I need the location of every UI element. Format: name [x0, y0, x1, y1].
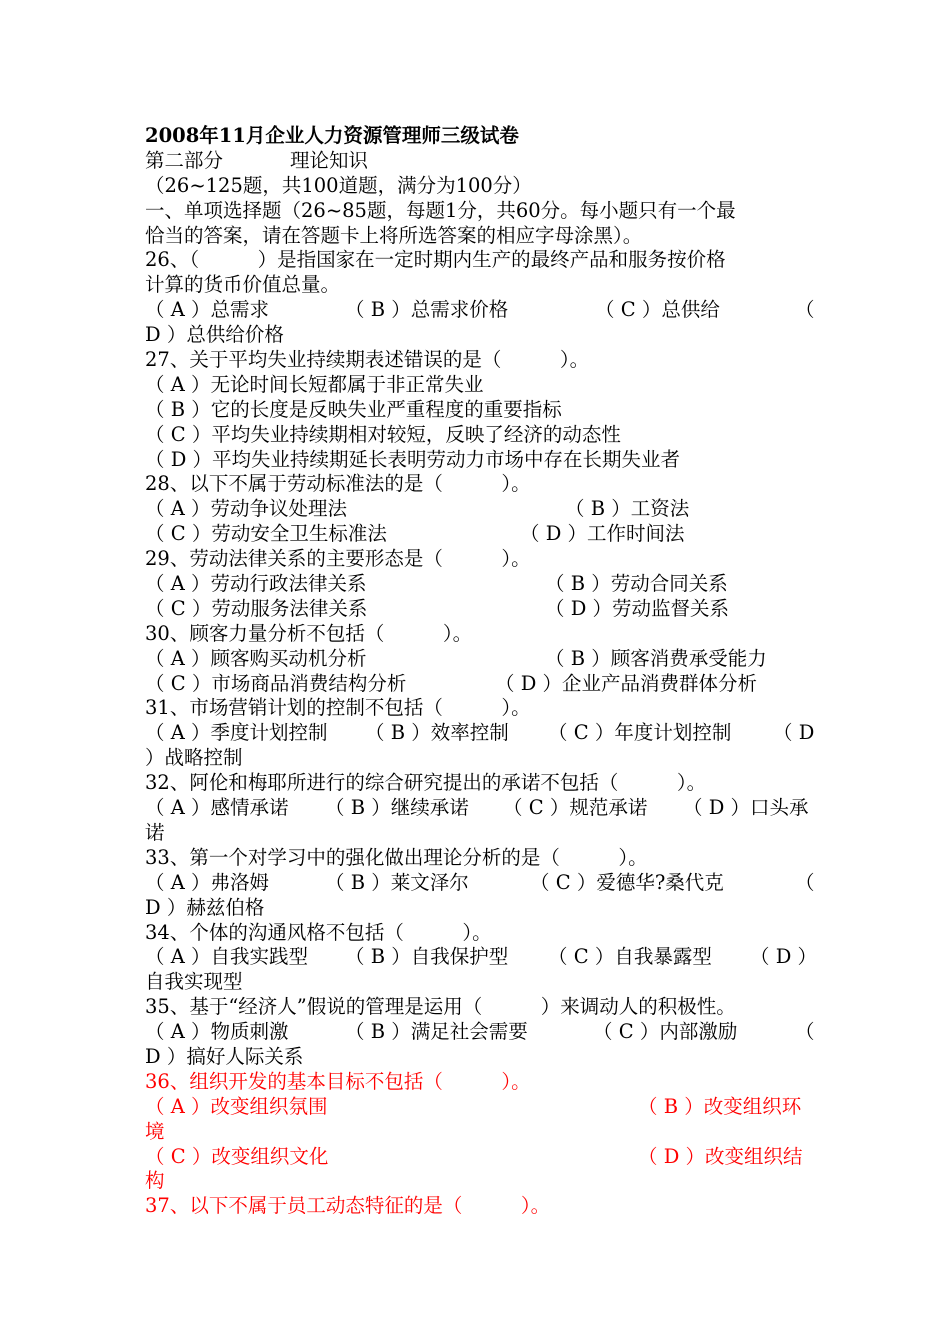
q28-option-b: （ B ）工资法 — [565, 497, 690, 521]
q34-option-b: （ B ）自我保护型 — [345, 945, 509, 969]
q34-stem: 34、个体的沟通风格不包括（ ）。 — [145, 920, 492, 944]
q28-stem: 28、以下不属于劳动标准法的是（ ）。 — [145, 472, 531, 496]
q32-stem: 32、阿伦和梅耶所进行的综合研究提出的承诺不包括（ ）。 — [145, 771, 707, 795]
q28-options-row-2 — [145, 522, 825, 547]
q33-option-c: （ C ）爱德华?桑代克 — [530, 870, 724, 894]
part-heading — [145, 149, 825, 174]
q26-option-d-head: （ — [795, 298, 815, 322]
scope-line: （26~125题，共100道题，满分为100分） — [145, 173, 532, 197]
q34-option-c: （ C ）自我暴露型 — [548, 945, 712, 969]
q27-option-d: （ D ）平均失业持续期延长表明劳动力市场中存在长期失业者 — [145, 447, 681, 471]
q28-options-row-1 — [145, 497, 825, 522]
q35-options-row — [145, 1020, 825, 1045]
q26-option-c: （ C ）总供给 — [595, 298, 720, 322]
q26-options-row — [145, 298, 825, 323]
q30-option-c: （ C ）市场商品消费结构分析 — [145, 671, 407, 695]
q30-options-row-2 — [145, 672, 825, 697]
q36-options-row-1 — [145, 1095, 825, 1120]
q29-stem: 29、劳动法律关系的主要形态是（ ）。 — [145, 547, 531, 571]
q36-option-b-tail: 境 — [145, 1119, 165, 1143]
q27-stem: 27、关于平均失业持续期表述错误的是（ ）。 — [145, 348, 590, 372]
q35-stem: 35、基于“经济人”假说的管理是运用（ ）来调动人的积极性。 — [145, 995, 736, 1019]
section-heading-line-2: 恰当的答案，请在答题卡上将所选答案的相应字母涂黑）。 — [145, 223, 643, 247]
q34-option-a: （ A ）自我实践型 — [145, 945, 308, 969]
q26-stem-line-2: 计算的货币价值总量。 — [145, 273, 341, 297]
q32-options-row — [145, 796, 825, 821]
q30-option-d: （ D ）企业产品消费群体分析 — [495, 671, 758, 695]
part-label: 第二部分 — [145, 148, 224, 172]
q35-option-c: （ C ）内部激励 — [593, 1020, 738, 1044]
q27-option-b: （ B ）它的长度是反映失业严重程度的重要指标 — [145, 397, 562, 421]
exam-title: 2008年11月企业人力资源管理师三级试卷 — [145, 124, 519, 147]
q34-option-d-tail: 自我实现型 — [145, 970, 243, 994]
q32-option-c: （ C ）规范承诺 — [503, 796, 648, 820]
q34-options-row — [145, 945, 825, 970]
q33-stem: 33、第一个对学习中的强化做出理论分析的是（ ）。 — [145, 845, 648, 869]
q27-option-a: （ A ）无论时间长短都属于非正常失业 — [145, 372, 484, 396]
q31-option-c: （ C ）年度计划控制 — [548, 721, 732, 745]
q36-option-a: （ A ）改变组织氛围 — [145, 1094, 328, 1118]
q29-option-b: （ B ）劳动合同关系 — [545, 572, 728, 596]
q35-option-d-head: （ — [795, 1020, 815, 1044]
q33-option-b: （ B ）莱文泽尔 — [325, 870, 469, 894]
q36-stem: 36、组织开发的基本目标不包括（ ）。 — [145, 1069, 531, 1093]
q33-option-d-tail: D ）赫兹伯格 — [145, 895, 265, 919]
q30-options-row-1 — [145, 647, 825, 672]
q32-option-d-head: （ D ）口头承 — [683, 796, 809, 820]
q31-stem: 31、市场营销计划的控制不包括（ ）。 — [145, 696, 531, 720]
q35-option-a: （ A ）物质刺激 — [145, 1020, 289, 1044]
q31-options-row — [145, 721, 825, 746]
q28-option-c: （ C ）劳动安全卫生标准法 — [145, 522, 387, 546]
q32-option-a: （ A ）感情承诺 — [145, 796, 289, 820]
q26-option-a: （ A ）总需求 — [145, 298, 269, 322]
q30-option-a: （ A ）顾客购买动机分析 — [145, 646, 367, 670]
q35-option-b: （ B ）满足社会需要 — [345, 1020, 528, 1044]
part-name: 理论知识 — [290, 148, 369, 172]
q29-option-c: （ C ）劳动服务法律关系 — [145, 596, 368, 620]
q29-option-d: （ D ）劳动监督关系 — [545, 596, 730, 620]
section-heading-line-1: 一、单项选择题（26~85题，每题1分，共60分。每小题只有一个最 — [145, 198, 736, 222]
q32-option-b: （ B ）继续承诺 — [325, 796, 469, 820]
q26-stem-line-1: 26、（ ）是指国家在一定时期内生产的最终产品和服务按价格 — [145, 248, 726, 272]
q31-option-d-tail: ）战略控制 — [145, 746, 243, 770]
q28-option-a: （ A ）劳动争议处理法 — [145, 497, 347, 521]
q29-option-a: （ A ）劳动行政法律关系 — [145, 572, 367, 596]
q26-option-b: （ B ）总需求价格 — [345, 298, 509, 322]
q27-option-c: （ C ）平均失业持续期相对较短，反映了经济的动态性 — [145, 422, 621, 446]
q33-option-a: （ A ）弗洛姆 — [145, 870, 269, 894]
q33-option-d-head: （ — [795, 870, 815, 894]
q30-stem: 30、顾客力量分析不包括（ ）。 — [145, 621, 473, 645]
q30-option-b: （ B ）顾客消费承受能力 — [545, 646, 767, 670]
q26-option-d-tail: D ）总供给价格 — [145, 323, 284, 347]
q36-option-d-head: （ D ）改变组织结 — [638, 1144, 803, 1168]
q36-option-b-head: （ B ）改变组织环 — [638, 1094, 802, 1118]
q36-options-row-2 — [145, 1145, 825, 1170]
q36-option-d-tail: 构 — [145, 1169, 165, 1193]
q35-option-d-tail: D ）搞好人际关系 — [145, 1044, 304, 1068]
q31-option-b: （ B ）效率控制 — [365, 721, 509, 745]
q31-option-d-head: （ D — [773, 721, 815, 745]
q31-option-a: （ A ）季度计划控制 — [145, 721, 328, 745]
q29-options-row-2 — [145, 597, 825, 622]
q28-option-d: （ D ）工作时间法 — [520, 522, 685, 546]
q36-option-c: （ C ）改变组织文化 — [145, 1144, 329, 1168]
q29-options-row-1 — [145, 572, 825, 597]
q34-option-d-head: （ D ） — [750, 945, 818, 969]
q37-stem: 37、以下不属于员工动态特征的是（ ）。 — [145, 1194, 551, 1218]
q32-option-d-tail: 诺 — [145, 820, 165, 844]
q33-options-row — [145, 871, 825, 896]
exam-page — [145, 124, 825, 1219]
